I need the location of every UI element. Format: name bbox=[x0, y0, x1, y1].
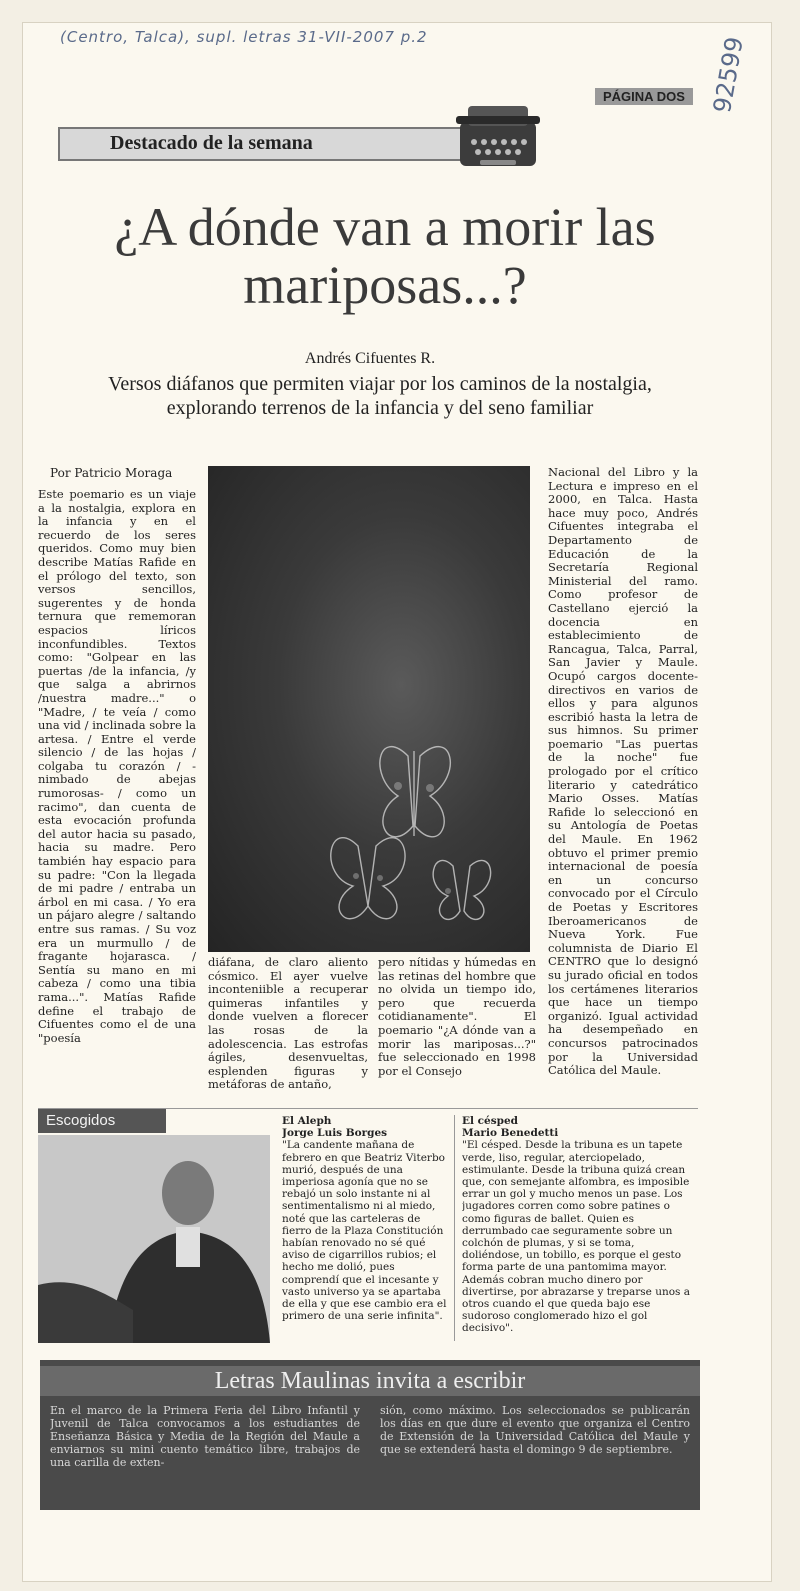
letras-maulinas-title: Letras Maulinas invita a escribir bbox=[40, 1366, 700, 1396]
article-column-2-bottom: diáfana, de claro aliento cósmico. El ayer vuelve inconteniible a recuperar quimeras infantiles y donde vuelven a florecer las rosas de la adolescencia. Las estrofas ágiles, desenvueltas, esplenden figuras y metáforas de antaño, bbox=[208, 956, 368, 1092]
escogidos-item-aleph bbox=[282, 1115, 448, 1341]
escogidos-item-aleph-text: "La candente mañana de febrero en que Beatriz Viterbo murió, después de una imperiosa agonía que no se rebajó un solo instante ni al sentimentalismo ni al miedo, noté que las carteleras de fierro de la Plaza Constitución habían renovado no sé qué aviso de cigarrillos rubios; el hecho me dolió, pues comprendí que el incesante y vasto universo ya se apartaba de ella y que ese cambio era el primero de una serie infinita". bbox=[282, 1139, 447, 1323]
author-portrait-photo bbox=[38, 1135, 270, 1343]
typewriter-illustration bbox=[450, 92, 546, 184]
article-column-1: Este poemario es un viaje a la nostalgia, explora en la infancia y en el recuerdo de los seres queridos. Como muy bien describe Matías Rafide en el prólogo del texto, son versos sencillos, sugerentes y de honda ternura que rememoran espacios líricos inconfundibles. Textos como: "Golpear en las puertas /de la infancia, /y que salga a abrirnos /nuestra madre..." o "Madre, / te veía / como una vid / inclinada sobre la artesa. / Entre el verde silencio / de las hojas / colgaba tu corazón / -nimbado de abejas rumorosas- / como un racimo", dan cuenta de esta evocación profunda del autor hacia su pasado, hacia su madre. Pero también hay espacio para su padre: "Con la llegada de mi padre / entraba un árbol en mi casa. / Yo era un pájaro alegre / saltando entre sus ramas. / Su voz era un murmullo / de fragante hojarasca. / Sentía su mano en mi cabeza / como una tibia rama...". Matías Rafide define el trabajo de Cifuentes como el de una "poesía bbox=[38, 488, 196, 1045]
article-subhead: Versos diáfanos que permiten viajar por los caminos de la nostalgia, explorando terrenos de la infancia y del seno familiar bbox=[108, 373, 652, 419]
letras-maulinas-column-1: En el marco de la Primera Feria del Libro Infantil y Juvenil de Talca convocamos a los estudiantes de Enseñanza Básica y Media de la Región del Maule a enviarnos su mini cuento temático libre, trabajos de una carilla de exten- bbox=[50, 1404, 360, 1469]
butterfly-photo bbox=[208, 466, 530, 952]
letras-maulinas-box bbox=[40, 1360, 700, 1510]
handwritten-note: (Centro, Talca), supl. letras 31-VII-2007 p.2 bbox=[60, 28, 428, 46]
article-author: Andrés Cifuentes R. bbox=[304, 350, 436, 367]
escogidos-item-cesped-text: "El césped. Desde la tribuna es un tapete verde, liso, regular, aterciopelado, estimulante. Desde la tribuna quizá crean que, con semejante alfombra, es imposible errar un gol y mucho menos un pase. Los jugadores corren como sobre patines o como figuras de ballet. Quien es derrumbado cae seguramente sobre un colchón de plumas, y si se toma, doliéndose, un tobillo, es porque el gesto forma parte de una pantomima mayor. Además cobran mucho dinero por divertirse, por abrazarse y treparse unos a otros cuando el que queda bajo ese sudoroso conglomerado hizo el gol decisivo". bbox=[462, 1139, 691, 1335]
article-column-3-bottom: pero nítidas y húmedas en las retinas del hombre que no olvida un tiempo ido, pero que recuerda cotidianamente". El poemario "¿A dónde van a morir las mariposas...?" fue seleccionado en 1998 por el Consejo bbox=[378, 956, 536, 1078]
catalog-number: 92599 bbox=[708, 34, 749, 115]
section-banner-title: Destacado de la semana bbox=[110, 132, 313, 154]
escogidos-section bbox=[38, 1108, 698, 1345]
page-label: PÁGINA DOS bbox=[595, 88, 693, 105]
article-byline: Por Patricio Moraga bbox=[50, 466, 173, 480]
article-headline: ¿A dónde van a morir las mariposas...? bbox=[114, 197, 656, 315]
letras-maulinas-column-2: sión, como máximo. Los seleccionados se publicarán los días en que dure el evento que organiza el Centro de Extensión de la Universidad Católica del Maule y que se extenderá hasta el domingo 9 de septiembre. bbox=[380, 1404, 690, 1456]
escogidos-item-aleph-author: Jorge Luis Borges bbox=[282, 1127, 388, 1140]
escogidos-item-cesped bbox=[462, 1115, 694, 1341]
escogidos-title: Escogidos bbox=[38, 1109, 166, 1133]
escogidos-item-cesped-author: Mario Benedetti bbox=[462, 1127, 559, 1140]
escogidos-item-aleph-book: El Aleph bbox=[282, 1115, 332, 1127]
article-column-4: Nacional del Libro y la Lectura e impreso en el 2000, en Talca. Hasta hace muy poco, Andrés Cifuentes integraba el Departamento de Educación de la Secretaría Regional Ministerial del ramo. Como profesor de Castellano ejerció la docencia en establecimiento de Rancagua, Talca, Parral, San Javier y Maule. Ocupó cargos docente-directivos en varios de ellos y para algunos escribió hasta la letra de sus himnos. Su primer poemario "Las puertas de la noche" fue prologado por el crítico literario y catedrático Mario Osses. Matías Rafide lo seleccionó en su Antología de Poetas del Maule. En 1962 obtuvo el primer premio internacional de poesía en un concurso convocado por el Círculo de Poetas y Escritores Iberoamericanos de Nueva York. Fue columnista de Diario El CENTRO que lo designó su jurado oficial en todos los certámenes literarios que hace un tiempo organizó. Igual actividad ha desempeñado en concursos patrocinados por la Universidad Católica del Maule. bbox=[548, 466, 698, 1078]
escogidos-divider bbox=[454, 1115, 455, 1341]
section-banner bbox=[58, 127, 466, 161]
escogidos-item-cesped-book: El césped bbox=[462, 1115, 518, 1127]
